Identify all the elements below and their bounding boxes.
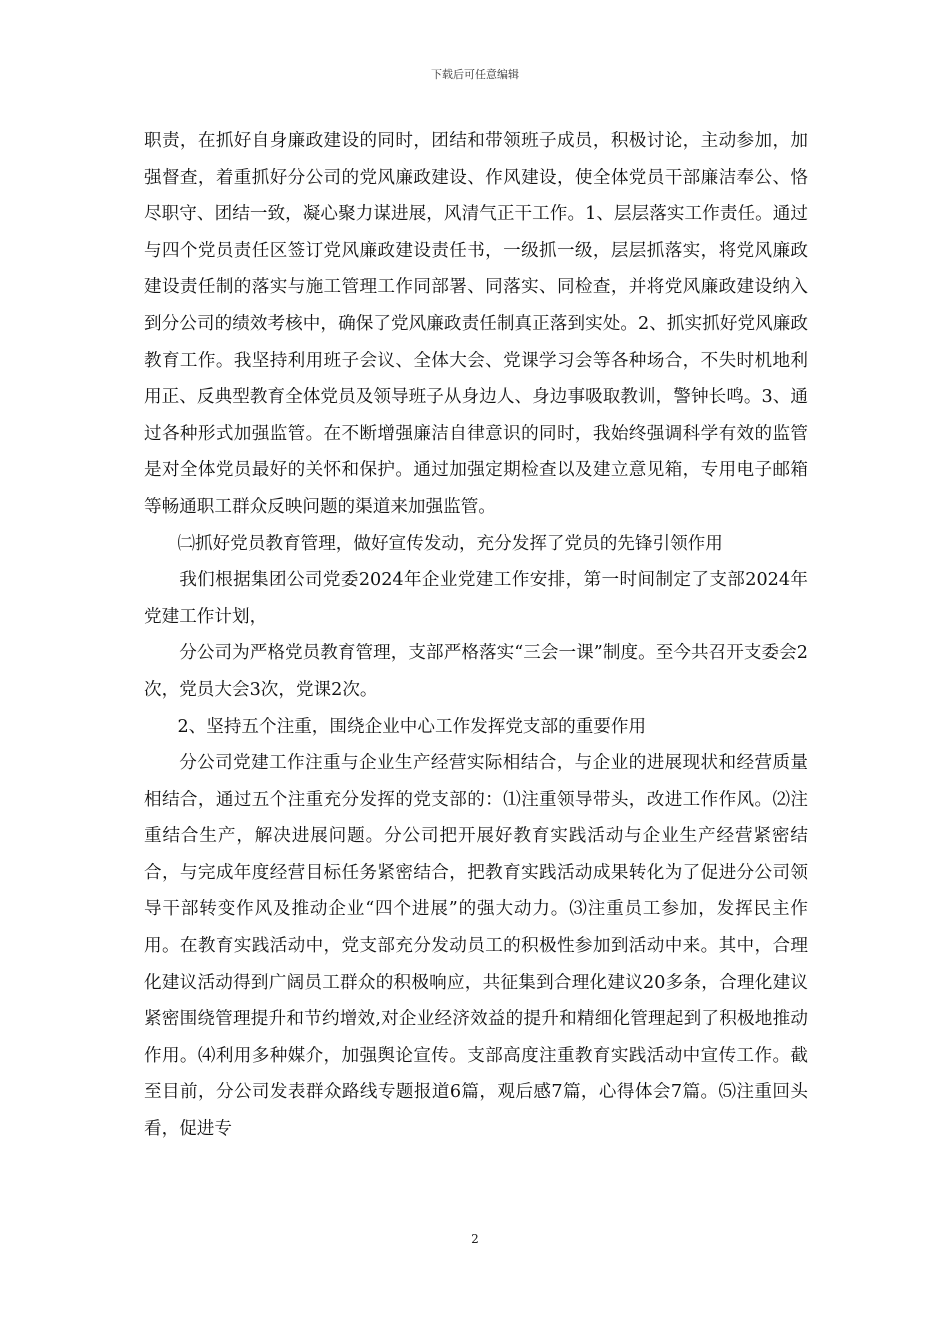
section-heading: ㈡抓好党员教育管理，做好宣传发动，充分发挥了党员的先锋引领作用 <box>177 533 723 554</box>
paragraph: 分公司党建工作注重与企业生产经营实际相结合，与企业的进展现状和经营质量相结合，通过五个注重充分发挥的党支部的：⑴注重领导带头，改进工作作风。⑵注重结合生产，解决进展问题。分公司把开展好教育实践活动与企业生产经营紧密结合，与完成年度经营目标任务紧密结合，把教育实践活动成果转化为了促进分公司领导干部转变作风及推动企业“四个进展”的强大动力。⑶注重员工参加，发挥民主作用。在教育实践活动中，党支部充分发动员工的积极性参加到活动中来。其中，合理化建议活动得到广阔员工群众的积极响应，共征集到合理化建议20多条，合理化建议紧密围绕管理提升和节约增效,对企业经济效益的提升和精细化管理起到了积极地推动作用。⑷利用多种媒介，加强舆论宣传。支部高度注重教育实践活动中宣传工作。截至目前，分公司发表群众路线专题报道6篇，观后感7篇，心得体会7篇。⑸注重回头看，促进专 <box>144 753 808 1140</box>
paragraph: 职责，在抓好自身廉政建设的同时，团结和带领班子成员，积极讨论，主动参加，加强督查，着重抓好分公司的党风廉政建设、作风建设，使全体党员干部廉洁奉公、恪尽职守、团结一致，凝心聚力谋进展，风清气正干工作。1、层层落实工作责任。通过与四个党员责任区签订党风廉政建设责任书，一级抓一级，层层抓落实，将党风廉政建设责任制的落实与施工管理工作同部署、同落实、同检查，并将党风廉政建设纳入到分公司的绩效考核中，确保了党风廉政责任制真正落到实处。2、抓实抓好党风廉政教育工作。我坚持利用班子会议、全体大会、党课学习会等各种场合，不失时机地利用正、反典型教育全体党员及领导班子从身边人、身边事吸取教训，警钟长鸣。3、通过各种形式加强监管。在不断增强廉洁自律意识的同时，我始终强调科学有效的监管是对全体党员最好的关怀和保护。通过加强定期检查以及建立意见箱，专用电子邮箱等畅通职工群众反映问题的渠道来加强监管。 <box>144 131 808 517</box>
page-number: 2 <box>471 1232 479 1246</box>
page-header: 下载后可任意编辑 <box>431 68 519 81</box>
paragraph: 分公司为严格党员教育管理，支部严格落实“三会一课”制度。至今共召开支委会2次，党员大会3次，党课2次。 <box>144 643 808 700</box>
document-body <box>144 123 808 1148</box>
paragraph: 我们根据集团公司党委2024年企业党建工作安排，第一时间制定了支部2024年党建工作计划， <box>144 570 808 627</box>
section-heading: 2、坚持五个注重，围绕企业中心工作发挥党支部的重要作用 <box>177 716 647 737</box>
